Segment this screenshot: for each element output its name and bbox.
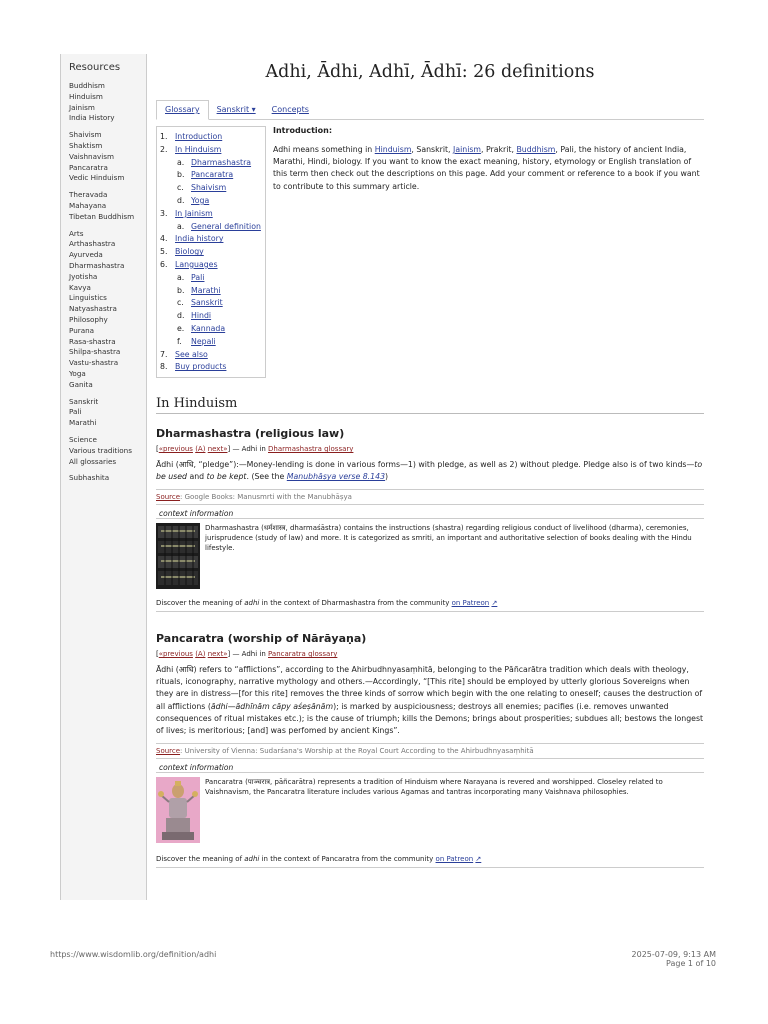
sidebar-item-vedic-hinduism[interactable]: Vedic Hinduism: [69, 173, 125, 183]
context-information: [156, 772, 704, 843]
introduction: [273, 126, 704, 193]
sidebar-item-tibetan-buddhism[interactable]: Tibetan Buddhism: [69, 211, 135, 221]
tab-sanskrit-dropdown[interactable]: Sanskrit ▾: [216, 105, 256, 114]
toc-link[interactable]: Hindi: [191, 311, 212, 321]
toc-item: [160, 259, 265, 272]
toc-item: [160, 131, 265, 144]
toc-number: 3.: [160, 208, 168, 218]
toc-link[interactable]: Pali: [191, 272, 205, 282]
tab-concepts[interactable]: Concepts: [271, 105, 309, 114]
toc-link[interactable]: Shaivism: [191, 183, 227, 193]
books-image: [156, 523, 200, 589]
toc-number: f.: [177, 336, 182, 346]
footer-page: Page 1 of 10: [666, 959, 716, 968]
sidebar-title: Resources: [69, 62, 121, 73]
context-label: context information: [159, 509, 234, 519]
source-link[interactable]: Source: [156, 747, 181, 756]
sidebar-item-shilpa-shastra[interactable]: Shilpa-shastra: [69, 347, 121, 357]
deity-image: [156, 777, 200, 843]
letter-link[interactable]: (A): [195, 650, 206, 658]
toc-link[interactable]: Biology: [175, 247, 204, 257]
toc-item: [160, 182, 265, 195]
sidebar-item-rasa-shastra[interactable]: Rasa-shastra: [69, 336, 116, 346]
toc-number: d.: [177, 311, 185, 321]
toc-item: [160, 208, 265, 221]
sidebar-item-hinduism[interactable]: Hinduism: [69, 91, 103, 101]
toc-link[interactable]: In Hinduism: [175, 144, 222, 154]
discover-line: Discover the meaning of adhi in the context of Pancaratra from the community on Patreon ↗: [156, 852, 704, 868]
entry-source: Source: Google Books: Manusmrti with the Manubhāṣya: [156, 489, 704, 505]
entry-nav: [«previous (A) next»] — Adhi in Pancaratra glossary: [156, 650, 338, 658]
sidebar-item-shaktism[interactable]: Shaktism: [69, 140, 103, 150]
toc-number: d.: [177, 195, 185, 205]
toc-item: [160, 323, 265, 336]
toc-number: c.: [177, 298, 184, 308]
sidebar-item-dharmashastra[interactable]: Dharmashastra: [69, 260, 125, 270]
toc-number: a.: [177, 272, 185, 282]
sidebar-item-vastu-shastra[interactable]: Vastu-shastra: [69, 358, 119, 368]
toc-number: 8.: [160, 362, 168, 372]
patreon-link[interactable]: on Patreon: [435, 855, 474, 864]
toc-item: [160, 195, 265, 208]
sidebar-group: [69, 229, 146, 391]
context-label: context information: [159, 763, 234, 773]
toc-item: [160, 361, 265, 374]
toc-link[interactable]: Yoga: [191, 195, 210, 205]
glossary-link[interactable]: Dharmashastra glossary: [268, 445, 354, 453]
toc-link[interactable]: Dharmashastra: [191, 157, 252, 167]
toc-item: [160, 221, 265, 234]
sidebar-item-kavya[interactable]: Kavya: [69, 282, 91, 292]
toc-item: [160, 144, 265, 157]
link-buddhism[interactable]: Buddhism: [516, 145, 556, 154]
sidebar-item-buddhism[interactable]: Buddhism: [69, 81, 105, 90]
context-text: Dharmashastra (धर्मशास्त्र, dharmaśāstra) contains the instructions (shastra) regarding religious conduct of livelihood (dharma), ceremonies, jurisprudence (study of law) and more. It is categorized as smriti, an important and authoritative selection of books dealing with the Hindu lifestyle.: [205, 524, 692, 553]
toc-item: [160, 336, 265, 349]
toc-number: 2.: [160, 144, 168, 154]
toc-number: a.: [177, 157, 185, 167]
toc-number: 4.: [160, 234, 168, 244]
toc-number: c.: [177, 183, 184, 193]
toc-number: 1.: [160, 132, 168, 141]
page-title: Adhi, Ādhi, Adhī, Ādhī: 26 definitions: [265, 62, 595, 82]
pancaratra-entry: [156, 632, 704, 868]
toc-link[interactable]: Languages: [175, 259, 218, 269]
footer-meta: [632, 950, 716, 968]
page-frame: [60, 54, 708, 900]
sidebar-group: [69, 190, 146, 222]
toc-item: [160, 285, 265, 298]
toc-item: [160, 310, 265, 323]
toc-number: b.: [177, 170, 185, 180]
sidebar-item-vaishnavism[interactable]: Vaishnavism: [69, 151, 115, 161]
sidebar-item-ayurveda[interactable]: Ayurveda: [69, 250, 103, 260]
toc-link[interactable]: Kannada: [191, 323, 226, 333]
section-heading-hinduism: In Hinduism: [156, 396, 704, 414]
letter-link[interactable]: (A): [195, 445, 206, 453]
table-of-contents: [156, 126, 266, 378]
sidebar-item-various-traditions[interactable]: Various traditions: [69, 445, 132, 455]
next-link[interactable]: next»: [207, 445, 228, 453]
toc-link[interactable]: Marathi: [191, 285, 221, 295]
dharmashastra-entry: [156, 427, 704, 612]
toc-item: [160, 272, 265, 285]
toc-number: a.: [177, 221, 185, 231]
toc-link[interactable]: General definition: [191, 221, 261, 231]
discover-line: Discover the meaning of adhi in the context of Dharmashastra from the community on Patreon ↗: [156, 596, 704, 612]
sidebar-item-pali[interactable]: Pali: [69, 407, 82, 417]
sidebar-item-arts[interactable]: Arts: [69, 228, 84, 238]
sidebar-item-jainism[interactable]: Jainism: [69, 102, 95, 112]
previous-link[interactable]: «previous: [158, 445, 193, 453]
toc-item: [160, 157, 265, 170]
sidebar-item-marathi[interactable]: Marathi: [69, 418, 97, 428]
main-content: [156, 54, 704, 864]
intro-text: Adhi means something in Hinduism, Sanskrit, Jainism, Prakrit, Buddhism, Pali, the history of ancient India, Marathi, Hindi, biology. If you want to know the exact meaning, history, etymology or English translation of this term then check out the descriptions on this page. Add your comment or reference to a book if you want to contribute to this summary article.: [273, 145, 700, 191]
next-link[interactable]: next»: [207, 650, 228, 658]
toc-link[interactable]: Pancaratra: [191, 170, 234, 180]
toc-link[interactable]: Sanskrit: [191, 298, 223, 308]
footer-url: https://www.wisdomlib.org/definition/adhi: [50, 950, 217, 959]
link-hinduism[interactable]: Hinduism: [374, 145, 412, 154]
toc-link[interactable]: Buy products: [175, 362, 227, 372]
toc-item: [160, 169, 265, 182]
verse-link[interactable]: Manubhāṣya verse 8.143: [286, 472, 386, 482]
sidebar-item-sanskrit[interactable]: Sanskrit: [69, 396, 99, 406]
sidebar-item-yoga[interactable]: Yoga: [69, 368, 86, 378]
intro-heading: Introduction:: [273, 126, 333, 135]
toc-link[interactable]: See also: [175, 349, 208, 359]
tab-bar: [156, 100, 704, 120]
sidebar-item-purana[interactable]: Purana: [69, 325, 95, 335]
sidebar-item-linguistics[interactable]: Linguistics: [69, 293, 107, 303]
external-link-icon: ↗: [475, 855, 482, 864]
toc-item: [160, 233, 265, 246]
patreon-link[interactable]: on Patreon: [451, 599, 490, 608]
toc-link[interactable]: Introduction: [175, 132, 223, 141]
toc-link[interactable]: India history: [175, 234, 224, 244]
toc-number: 5.: [160, 247, 168, 257]
sidebar-item-jyotisha[interactable]: Jyotisha: [69, 271, 98, 281]
sidebar-group: [69, 435, 146, 467]
previous-link[interactable]: «previous: [158, 650, 193, 658]
sidebar-item-ganita[interactable]: Ganita: [69, 379, 93, 389]
sidebar-item-science[interactable]: Science: [69, 434, 97, 444]
sidebar-item-philosophy[interactable]: Philosophy: [69, 314, 108, 324]
tab-glossary[interactable]: Glossary: [156, 100, 209, 120]
entry-title: Pancaratra (worship of Nārāyaṇa): [156, 632, 367, 645]
source-link[interactable]: Source: [156, 493, 181, 502]
sidebar-groups: [69, 81, 146, 484]
sidebar-item-mahayana[interactable]: Mahayana: [69, 200, 107, 210]
sidebar-item-arthashastra[interactable]: Arthashastra: [69, 239, 116, 249]
entry-body: Ādhi (आधि, “pledge”):—Money-lending is done in various forms—1) with pledge, as well as 2) without pledge. Pledge also is of two kinds—to be used and to be kept. (See the Manubhāṣya verse 8.143): [156, 460, 703, 482]
sidebar-item-theravada[interactable]: Theravada: [69, 190, 108, 200]
sidebar-item-natyashastra[interactable]: Natyashastra: [69, 304, 117, 314]
context-text: Pancaratra (पाञ्चरात्र, pāñcarātra) represents a tradition of Hinduism where Narayana is revered and worshipped. Closeley related to Vaishnavism, the Pancaratra literature includes various Agamas and tantras incorporating many Vaishnava philosophies.: [205, 778, 663, 797]
toc-item: [160, 246, 265, 259]
sidebar-group: [69, 130, 146, 184]
sidebar-group: [69, 81, 146, 124]
link-jainism[interactable]: Jainism: [453, 145, 482, 154]
sidebar: [61, 54, 147, 900]
context-information: [156, 518, 704, 589]
toc-number: 7.: [160, 349, 168, 359]
sidebar-group: [69, 397, 146, 429]
glossary-link[interactable]: Pancaratra glossary: [268, 650, 338, 658]
entry-title: Dharmashastra (religious law): [156, 427, 345, 440]
sidebar-item-india-history[interactable]: India History: [69, 113, 115, 123]
sidebar-item-pancaratra[interactable]: Pancaratra: [69, 162, 108, 172]
toc-item: [160, 297, 265, 310]
toc-item: [160, 349, 265, 362]
sidebar-item-subhashita[interactable]: Subhashita: [69, 473, 110, 483]
toc-number: 6.: [160, 259, 168, 269]
toc-number: b.: [177, 285, 185, 295]
toc-number: e.: [177, 323, 185, 333]
footer-date: 2025-07-09, 9:13 AM: [631, 950, 716, 959]
sidebar-item-all-glossaries[interactable]: All glossaries: [69, 456, 117, 466]
toc-link[interactable]: In Jainism: [175, 208, 213, 218]
entry-body: Ādhi (आधि) refers to “afflictions”, according to the Ahirbudhnyasaṃhitā, belonging to the Pāñcarātra tradition which deals with theology, rituals, iconography, narrative mythology and others.—Accordingly, “[This rite] should be employed by utterly glorious Sovereigns when they are in distress—[for this rite] removes the three kinds of sorrow which begin with the one relating to oneself; causes the destruction of all afflictions (ādhi—ādhīnām cāpy aśeṣānām); is marked by auspiciousness; destroys all enemies; pacifies (i.e. removes unwanted consequences of ritual mistakes etc.); is the cause of triumph; kills the Demons; brings about prosperities; subdues all; bestows the longest of lives; is meritorious; [and] was perfomed by ancient Kings”.: [156, 665, 704, 736]
entry-nav: [«previous (A) next»] — Adhi in Dharmashastra glossary: [156, 445, 354, 453]
sidebar-group: [69, 473, 146, 484]
toc-link[interactable]: Nepali: [191, 336, 216, 346]
entry-source: Source: University of Vienna: Sudarśana's Worship at the Royal Court According to the Ahirbudhnyasaṃhitā: [156, 743, 704, 759]
sidebar-item-shaivism[interactable]: Shaivism: [69, 130, 102, 140]
external-link-icon: ↗: [491, 599, 498, 608]
